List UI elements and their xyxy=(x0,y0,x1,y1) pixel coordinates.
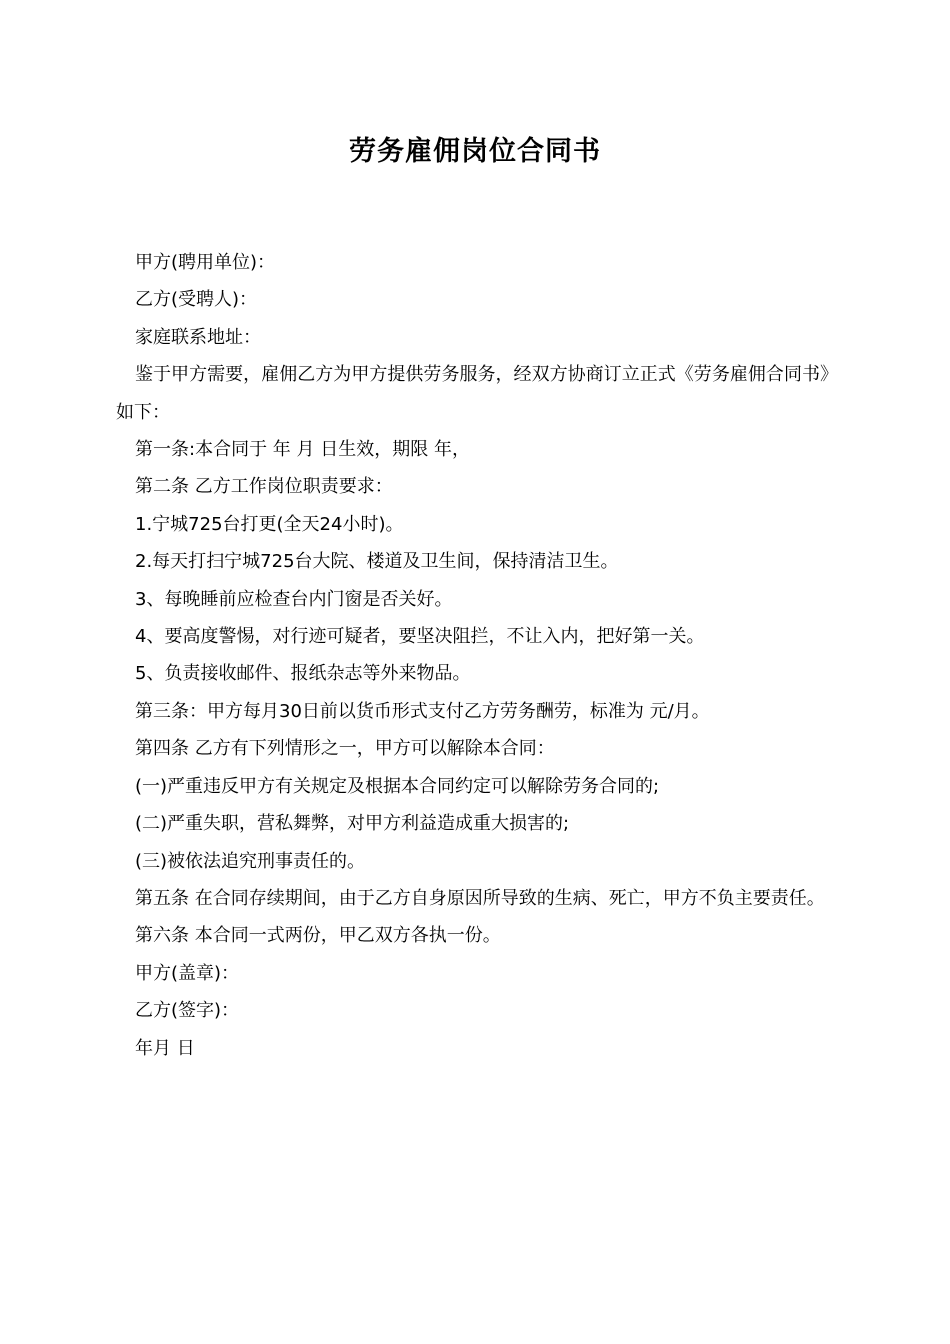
duty-item-2: 2.每天打扫宁城725台大院、楼道及卫生间，保持清洁卫生。 xyxy=(135,551,619,573)
article-4: 第四条 乙方有下列情形之一，甲方可以解除本合同： xyxy=(135,738,555,760)
duty-item-3: 3、每晚睡前应检查台内门窗是否关好。 xyxy=(135,588,453,610)
document-title: 劳务雇佣岗位合同书 xyxy=(349,136,601,167)
article-5: 第五条 在合同存续期间，由于乙方自身原因所导致的生病、死亡，甲方不负主要责任。 xyxy=(135,887,825,909)
article-2: 第二条 乙方工作岗位职责要求： xyxy=(135,476,393,498)
home-address: 家庭联系地址： xyxy=(135,326,261,348)
preamble-paragraph: 鉴于甲方需要，雇佣乙方为甲方提供劳务服务，经双方协商订立正式《劳务雇佣合同书》如下： xyxy=(116,364,838,423)
article-3: 第三条：甲方每月30日前以货币形式支付乙方劳务酬劳，标准为 元/月。 xyxy=(135,700,710,722)
party-a-employer: 甲方(聘用单位)： xyxy=(135,252,276,273)
article-1: 第一条:本合同于 年 月 日生效，期限 年， xyxy=(135,439,470,461)
termination-item-3: (三)被依法追究刑事责任的。 xyxy=(135,850,366,872)
termination-item-2: (二)严重失职，营私舞弊，对甲方利益造成重大损害的; xyxy=(135,813,570,835)
document-body xyxy=(116,244,838,1067)
party-b-employee: 乙方(受聘人)： xyxy=(135,289,258,311)
duty-item-1: 1.宁城725台打更(全天24小时)。 xyxy=(135,513,404,535)
party-b-signature: 乙方(签字)： xyxy=(135,1000,240,1022)
party-a-seal: 甲方(盖章)： xyxy=(135,962,240,984)
duty-item-5: 5、负责接收邮件、报纸杂志等外来物品。 xyxy=(135,663,471,685)
termination-item-1: (一)严重违反甲方有关规定及根据本合同约定可以解除劳务合同的; xyxy=(135,775,660,797)
duty-item-4: 4、要高度警惕，对行迹可疑者，要坚决阻拦，不让入内，把好第一关。 xyxy=(135,626,705,648)
signing-date: 年月 日 xyxy=(135,1037,195,1059)
article-6: 第六条 本合同一式两份，甲乙双方各执一份。 xyxy=(135,925,501,947)
